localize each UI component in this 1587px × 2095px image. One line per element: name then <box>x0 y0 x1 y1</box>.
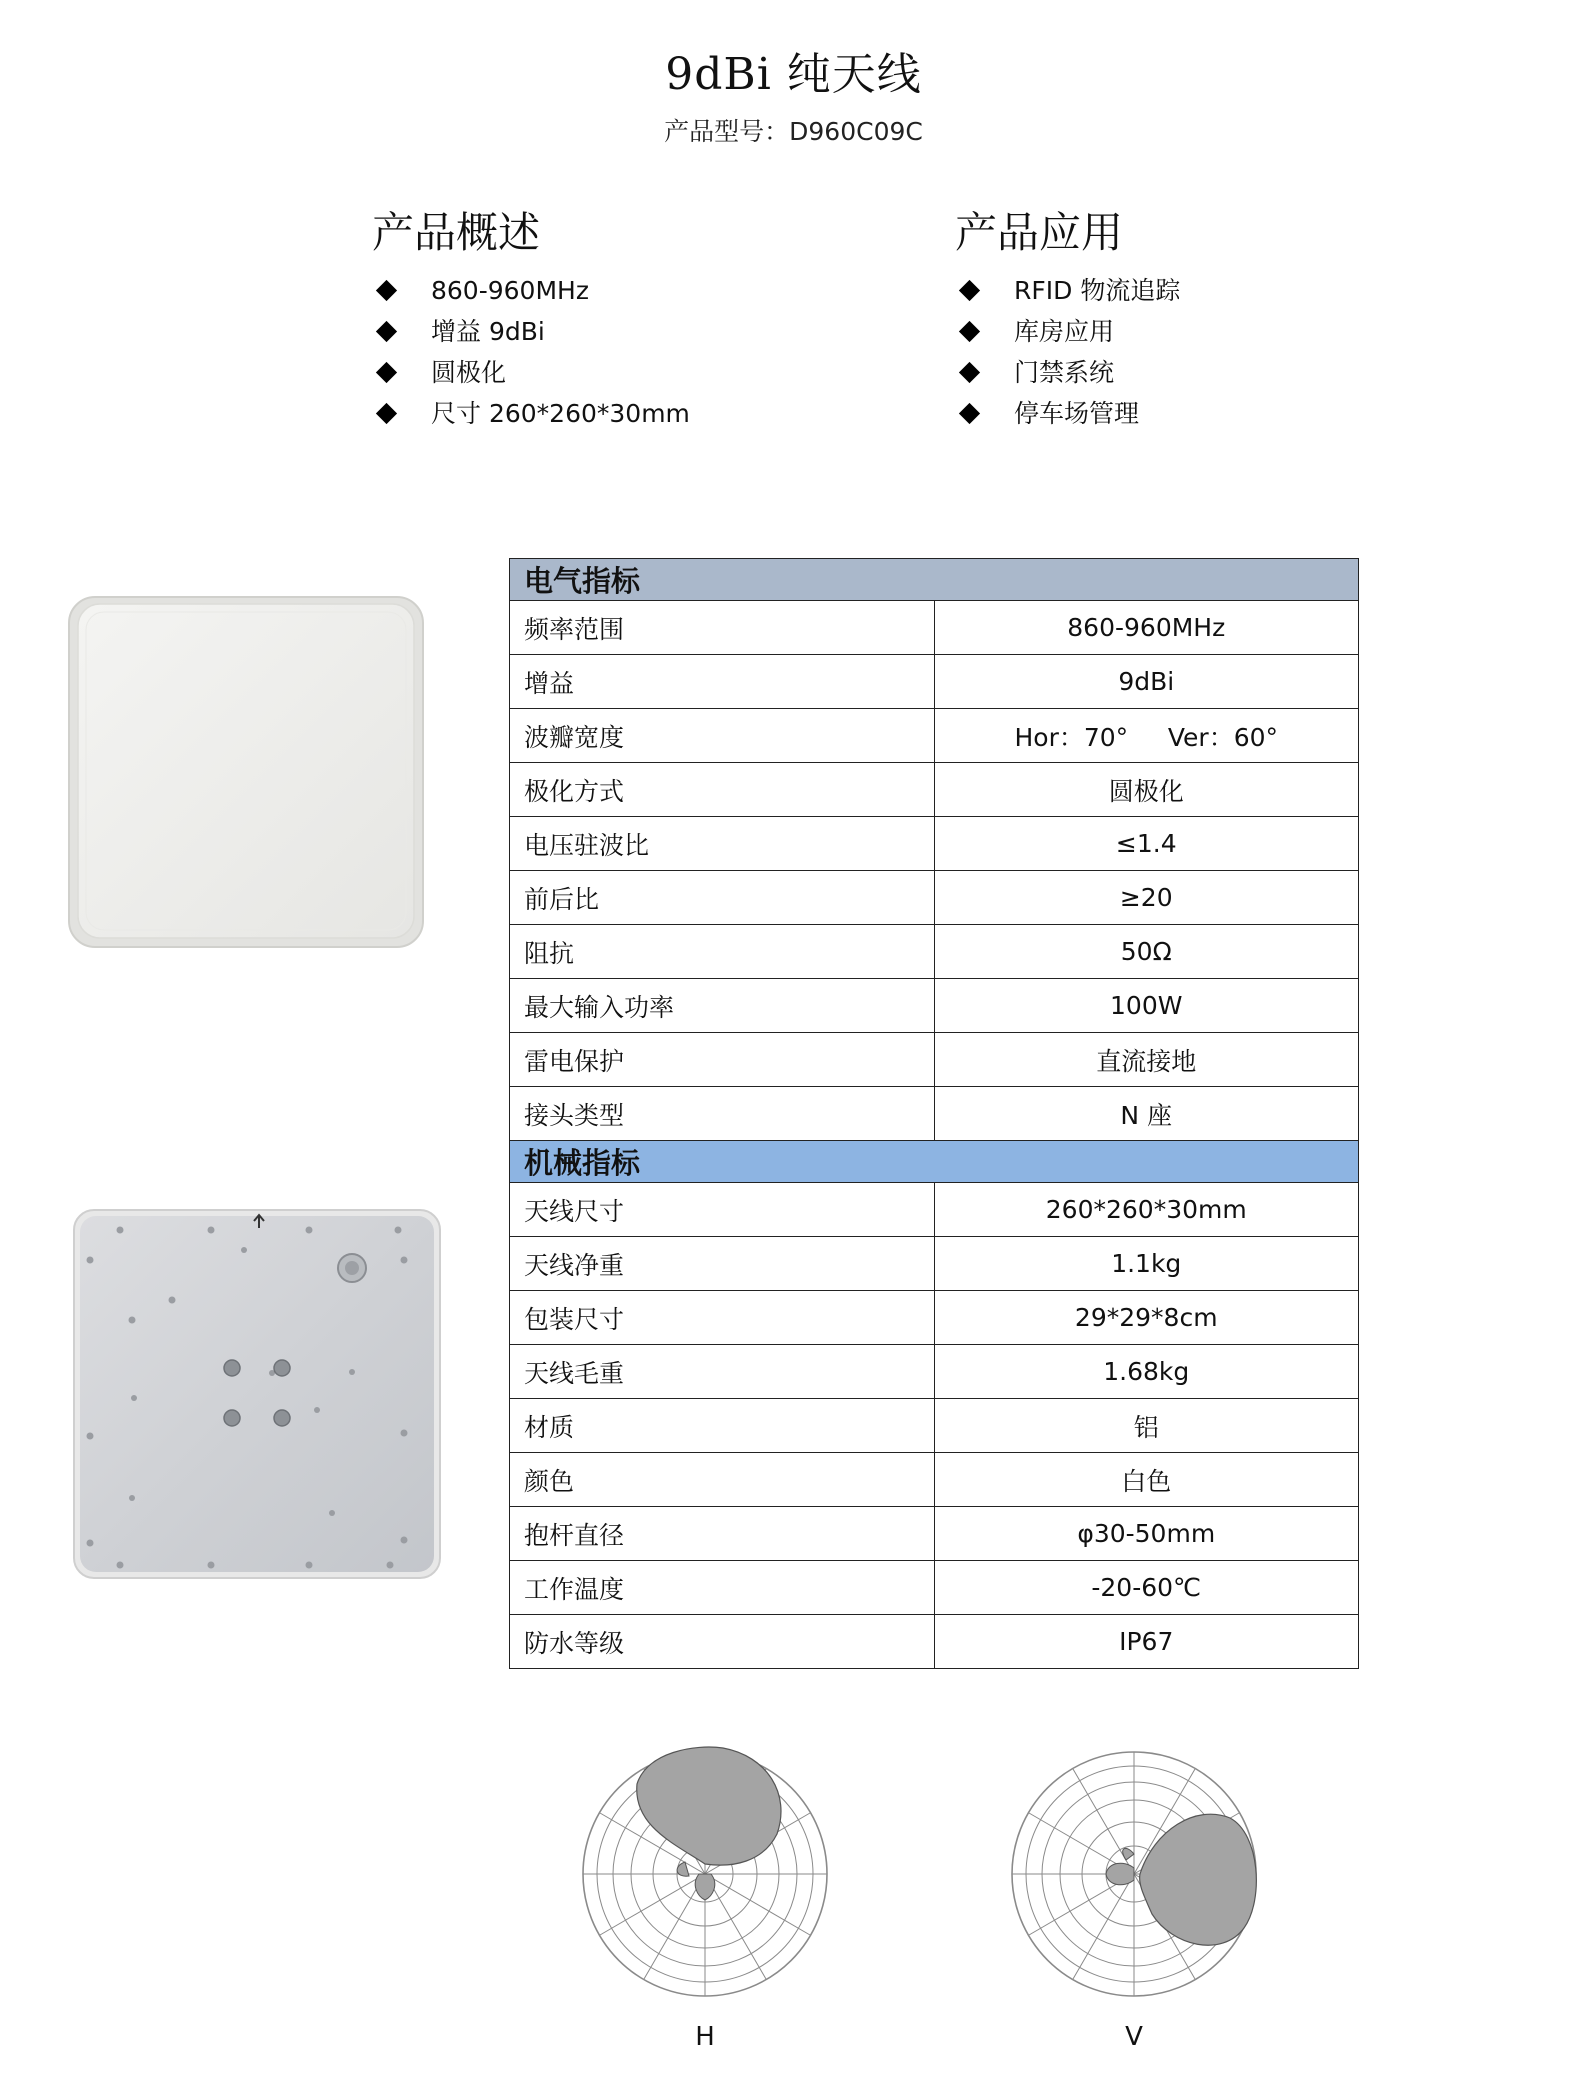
table-row: 防水等级 IP67 <box>510 1615 1359 1669</box>
table-row: 工作温度 -20-60℃ <box>510 1561 1359 1615</box>
bullet-diamond-icon <box>376 280 397 301</box>
antenna-front-image <box>66 594 428 952</box>
list-item: 停车场管理 <box>955 393 1180 434</box>
connector-icon <box>338 1254 366 1282</box>
bullet-diamond-icon <box>376 362 397 383</box>
overview-list <box>372 270 690 434</box>
table-row: 增益 9dBi <box>510 655 1359 709</box>
electrical-heading: 电气指标 <box>510 559 1359 601</box>
table-row: 包装尺寸 29*29*8cm <box>510 1291 1359 1345</box>
table-row: 波瓣宽度 Hor：70° Ver：60° <box>510 709 1359 763</box>
bullet-diamond-icon <box>959 280 980 301</box>
antenna-back-image <box>72 1208 442 1580</box>
table-row: 电压驻波比 ≤1.4 <box>510 817 1359 871</box>
bullet-diamond-icon <box>959 362 980 383</box>
application-heading: 产品应用 <box>955 208 1124 257</box>
list-item: 门禁系统 <box>955 352 1180 393</box>
list-item: 860-960MHz <box>372 270 690 311</box>
model-number: 产品型号：D960C09C <box>664 117 923 146</box>
table-row: 前后比 ≥20 <box>510 871 1359 925</box>
mechanical-heading: 机械指标 <box>510 1141 1359 1183</box>
list-item: 库房应用 <box>955 311 1180 352</box>
table-row: 天线净重 1.1kg <box>510 1237 1359 1291</box>
overview-heading: 产品概述 <box>372 208 541 257</box>
h-plane-pattern-image <box>572 1742 838 2008</box>
v-plane-pattern-image <box>1001 1742 1267 2008</box>
list-item: 圆极化 <box>372 352 690 393</box>
table-row: 抱杆直径 φ30-50mm <box>510 1507 1359 1561</box>
table-row: 天线毛重 1.68kg <box>510 1345 1359 1399</box>
page-title: 9dBi 纯天线 <box>665 49 922 100</box>
table-row: 频率范围 860-960MHz <box>510 601 1359 655</box>
bullet-diamond-icon <box>959 403 980 424</box>
bullet-diamond-icon <box>376 403 397 424</box>
section-header <box>510 1141 1359 1183</box>
list-item: 增益 9dBi <box>372 311 690 352</box>
table-row: 极化方式 圆极化 <box>510 763 1359 817</box>
v-pattern-label: V <box>1125 2022 1143 2052</box>
list-item: RFID 物流追踪 <box>955 270 1180 311</box>
list-item: 尺寸 260*260*30mm <box>372 393 690 434</box>
table-row: 接头类型 N 座 <box>510 1087 1359 1141</box>
table-row: 阻抗 50Ω <box>510 925 1359 979</box>
application-list <box>955 270 1180 434</box>
table-row: 最大输入功率 100W <box>510 979 1359 1033</box>
table-row: 雷电保护 直流接地 <box>510 1033 1359 1087</box>
bullet-diamond-icon <box>376 321 397 342</box>
h-pattern-label: H <box>695 2022 715 2052</box>
table-row: 颜色 白色 <box>510 1453 1359 1507</box>
spec-table <box>509 558 1359 1669</box>
bullet-diamond-icon <box>959 321 980 342</box>
section-header <box>510 559 1359 601</box>
table-row: 材质 铝 <box>510 1399 1359 1453</box>
table-row: 天线尺寸 260*260*30mm <box>510 1183 1359 1237</box>
